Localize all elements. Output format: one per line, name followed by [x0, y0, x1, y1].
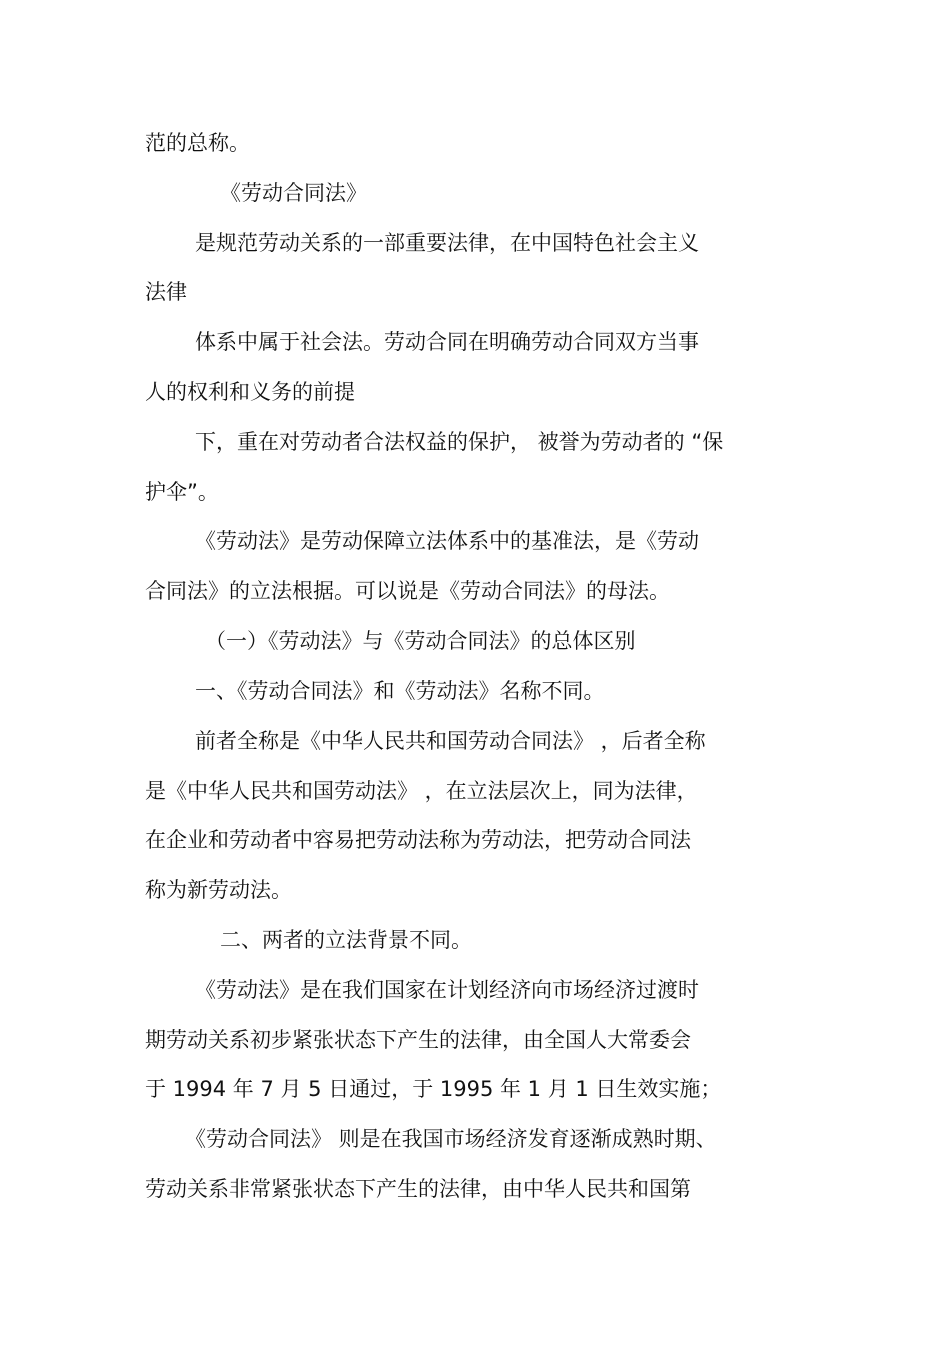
text-line-7: 下，重在对劳动者合法权益的保护， 被誉为劳动者的 “保 — [195, 430, 724, 454]
text-line-20: 于 1994 年 7 月 5 日通过，于 1995 年 1 月 1 日生效实施； — [145, 1077, 722, 1101]
text-line-16: 称为新劳动法。 — [145, 878, 292, 902]
text-line-14: 是《中华人民共和国劳动法》 ，在立法层次上，同为法律， — [145, 779, 698, 803]
text-line-11: （一）《劳动法》与《劳动合同法》的总体区别 — [205, 629, 636, 653]
text-line-17: 二、两者的立法背景不同。 — [220, 928, 472, 952]
text-line-12: 一、《劳动合同法》和《劳动法》名称不同。 — [195, 679, 605, 703]
text-line-10: 合同法》的立法根据。可以说是《劳动合同法》的母法。 — [145, 579, 670, 603]
text-line-22: 劳动关系非常紧张状态下产生的法律，由中华人民共和国第 — [145, 1177, 691, 1201]
text-line-15: 在企业和劳动者中容易把劳动法称为劳动法，把劳动合同法 — [145, 828, 691, 852]
text-line-3: 是规范劳动关系的一部重要法律，在中国特色社会主义 — [195, 231, 699, 255]
text-line-6: 人的权利和义务的前提 — [145, 380, 355, 404]
text-line-4: 法律 — [145, 280, 187, 304]
text-line-18: 《劳动法》是在我们国家在计划经济向市场经济过渡时 — [195, 978, 699, 1002]
text-line-9: 《劳动法》是劳动保障立法体系中的基准法，是《劳动 — [195, 529, 699, 553]
text-line-5: 体系中属于社会法。劳动合同在明确劳动合同双方当事 — [195, 330, 699, 354]
text-line-13: 前者全称是《中华人民共和国劳动合同法》 ，后者全称 — [195, 729, 706, 753]
text-line-19: 期劳动关系初步紧张状态下产生的法律，由全国人大常委会 — [145, 1028, 691, 1052]
text-line-2: 《劳动合同法》 — [220, 181, 367, 205]
text-line-21: 《劳动合同法》 则是在我国市场经济发育逐渐成熟时期、 — [185, 1127, 717, 1151]
text-line-8: 护伞”。 — [145, 480, 219, 504]
text-line-1: 范的总称。 — [145, 131, 250, 155]
